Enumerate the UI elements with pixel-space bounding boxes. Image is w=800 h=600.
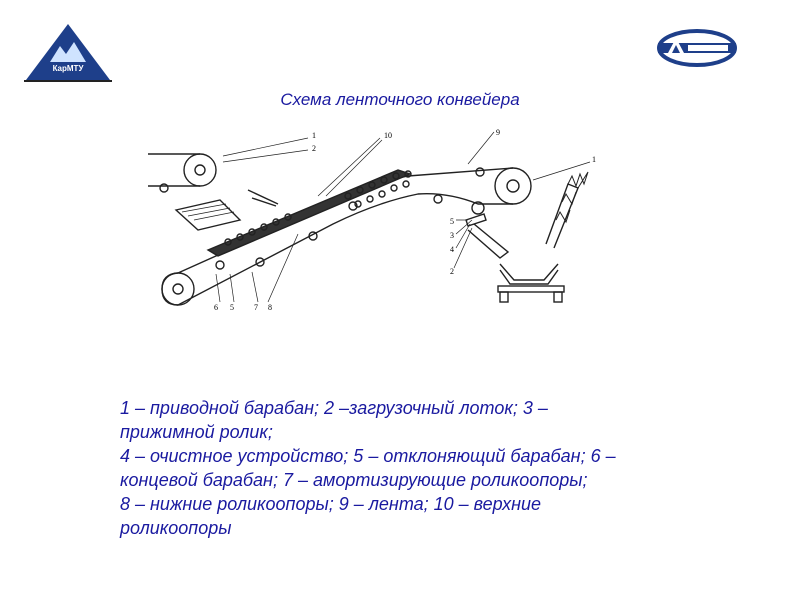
cleaner	[466, 214, 486, 226]
label-2-drive: 2	[312, 144, 316, 153]
loading-chute	[176, 200, 240, 230]
label-1-right: 1	[592, 155, 596, 164]
right-chute-teeth	[556, 172, 588, 222]
legend-line: прижимной ролик;	[120, 422, 273, 442]
label-7-bottom: 7	[254, 303, 258, 312]
diagram-title: Схема ленточного конвейера	[280, 90, 520, 109]
trough-idler	[500, 264, 558, 280]
drive-pulley-left	[184, 154, 216, 186]
label-9: 9	[496, 128, 500, 137]
label-5-side: 5	[450, 217, 454, 226]
label-2-side: 2	[450, 267, 454, 276]
logo-letter-bar	[688, 45, 728, 51]
legend-line: концевой барабан; 7 – амортизирующие роликоопоры;	[120, 470, 588, 490]
logo-underline	[24, 80, 112, 82]
chute-arm	[248, 190, 278, 206]
belt-load	[208, 170, 410, 256]
belt-upper-left	[148, 154, 200, 186]
conveyor-belt-top	[178, 168, 513, 273]
logo-text: КарМТУ	[52, 64, 84, 73]
label-4-side: 4	[450, 245, 454, 254]
legend-line: роликоопоры	[120, 518, 232, 538]
legend-line: 8 – нижние роликоопоры; 9 – лента; 10 – верхние	[120, 494, 542, 514]
belt-conveyor-diagram	[148, 124, 608, 319]
legend	[120, 396, 680, 540]
label-8-bottom: 8	[268, 303, 272, 312]
label-3-side: 3	[450, 231, 454, 240]
tail-pulley	[162, 273, 194, 305]
label-10: 10	[384, 131, 392, 140]
right-chute-left-wall	[468, 224, 508, 258]
head-pulley	[495, 168, 531, 204]
karmtu-logo	[24, 22, 112, 82]
label-1-drive: 1	[312, 131, 316, 140]
trough-base	[498, 286, 564, 292]
legend-line: 4 – очистное устройство; 5 – отклоняющий барабан; 6 –	[120, 446, 616, 466]
label-5-bottom: 5	[230, 303, 234, 312]
legend-line: 1 – приводной барабан; 2 –загрузочный лоток; 3 –	[120, 398, 548, 418]
institute-logo	[654, 28, 740, 68]
label-6-bottom: 6	[214, 303, 218, 312]
